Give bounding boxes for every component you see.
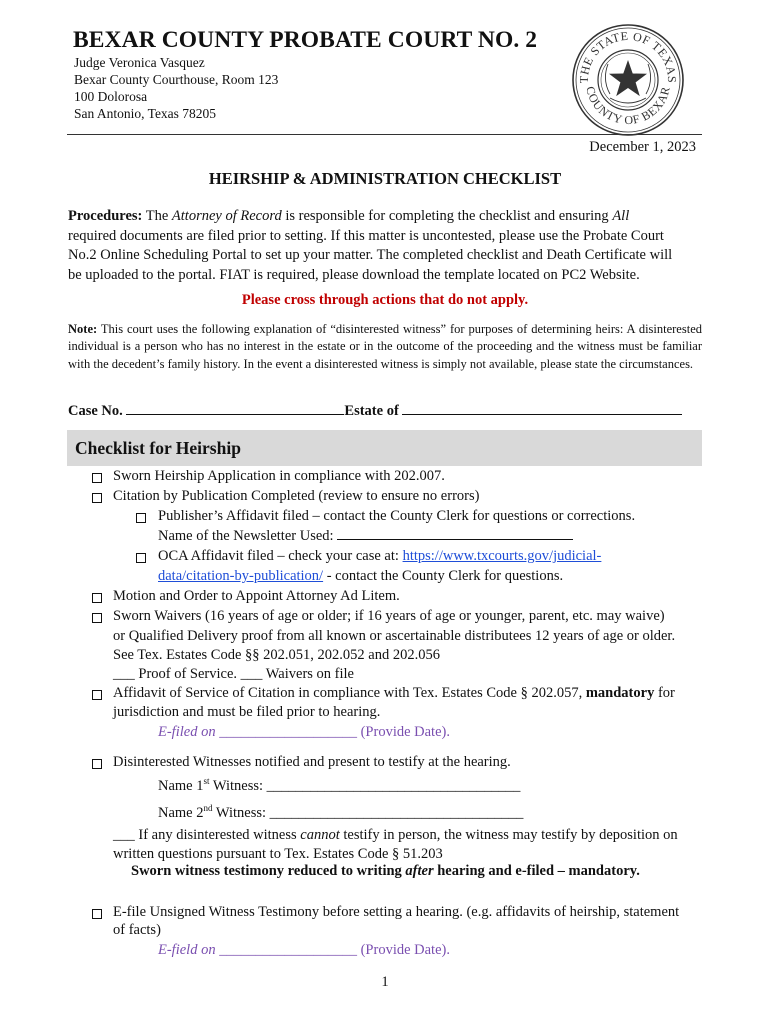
item-oca-affidavit [158,547,601,567]
item-heirship-application: Sworn Heirship Application in compliance with 202.007. [113,468,445,484]
item-citation-publication: Citation by Publication Completed (review to ensure no errors) [113,488,480,504]
deposition-text: ___ If any disinterested witness [113,827,301,843]
case-no-field[interactable] [126,402,344,415]
address-line-3: San Antonio, Texas 78205 [74,106,217,121]
witness-2-field[interactable]: Witness: ___________________________________ [212,804,524,821]
checkbox-attorney-ad-litem[interactable] [92,593,102,603]
efield-line [158,941,450,961]
checkbox-disinterested-witnesses[interactable] [92,759,102,769]
procedures-label: Procedures: [68,208,143,224]
witness-1-line [158,772,520,796]
checkbox-affidavit-service[interactable] [92,690,102,700]
cross-through-instruction: Please cross through actions that do not apply. [241,292,529,308]
note-text: This court uses the following explanation of “disinterested witness” for purposes of determining heirs: A disinterested individual is a person who has no interest in the estate or in the outcome of the proceeding and the witness must be familiar with the decedent’s family history. In the event a disinterested witness is simply not available, please state the circumstances. [68,322,702,371]
procedures-line: be uploaded to the portal. FIAT is required, please download the template located on PC2 Website. [68,266,640,283]
deposition-line [113,826,678,846]
court-title: BEXAR COUNTY PROBATE COURT NO. 2 [73,27,538,53]
judge-name: Judge Veronica Vasquez [74,55,205,70]
attorney-of-record: Attorney of Record [171,208,282,224]
item-publisher-affidavit: Publisher’s Affidavit filed – contact the County Clerk for questions or corrections. [158,508,636,524]
item-proof-of-service: ___ Proof of Service. ___ Waivers on file [113,666,354,682]
txcourts-link-cont[interactable]: data/citation-by-publication/ [158,568,324,584]
witness-1-field[interactable]: Witness: ___________________________________ [209,777,521,794]
witness-1-sup: st [203,776,210,786]
procedures-paragraph [68,207,702,285]
efiled-date-field[interactable]: ___________________ [215,724,361,740]
witness-2-sup: nd [203,803,213,813]
checkbox-oca-affidavit[interactable] [136,553,146,563]
estate-of-field[interactable] [402,402,682,415]
seal-bottom-text: COUNTY OF BEXAR [583,84,673,128]
sworn-text: Sworn witness testimony reduced to writing [131,863,406,879]
item-attorney-ad-litem: Motion and Order to Appoint Attorney Ad Litem. [113,588,400,604]
document-date: December 1, 2023 [589,139,696,155]
efield-date-field[interactable]: ___________________ [215,942,361,958]
item-efile-unsigned-line2: of facts) [113,922,161,938]
svg-text:COUNTY OF BEXAR [583,85,673,127]
oca-text: OCA Affidavit filed – check your case at: [158,548,403,564]
affidavit-efiled-line [158,723,450,743]
seal-top-text: THE STATE OF TEXAS [576,28,680,84]
oca-text-cont: - contact the County Clerk for questions. [323,568,564,584]
sworn-text-end: hearing and e-filed – mandatory. [433,863,640,879]
cannot-emphasis: cannot [300,827,340,843]
txcourts-link[interactable]: https://www.txcourts.gov/judicial- [402,548,602,564]
efield-label: E-field on [158,942,216,958]
checkbox-sworn-waivers[interactable] [92,613,102,623]
checklist-title: HEIRSHIP & ADMINISTRATION CHECKLIST [208,169,562,188]
header-divider [67,134,702,135]
checkbox-heirship-application[interactable] [92,473,102,483]
procedures-text: is responsible for completing the checklist and ensuring [281,208,613,224]
item-sworn-waivers: Sworn Waivers (16 years of age or older; if 16 years of age or younger, parent, etc. may waive) [113,608,665,624]
page-number: 1 [381,974,389,990]
newsletter-label: Name of the Newsletter Used: [158,528,338,544]
efield-provide-date: (Provide Date). [360,942,450,958]
procedures-line: required documents are filed prior to setting. If this matter is uncontested, please use the Probate Court [68,227,664,244]
item-efile-unsigned: E-file Unsigned Witness Testimony before setting a hearing. (e.g. affidavits of heirship, statement [113,904,680,920]
after-emphasis: after [405,863,434,879]
witness-1-label: Name 1 [158,777,204,794]
affidavit-text-end: for [654,685,675,701]
checkbox-citation-publication[interactable] [92,493,102,503]
item-oca-affidavit-cont [158,567,563,587]
affidavit-text: Affidavit of Service of Citation in compliance with Tex. Estates Code § 202.057, [113,685,586,701]
deposition-text-end: testify in person, the witness may testify by deposition on [339,827,678,843]
item-affidavit-service-line2: jurisdiction and must be filed prior to hearing. [113,704,381,720]
newsletter-line [158,527,573,547]
estate-of-label: Estate of [344,403,399,419]
procedures-line: No.2 Online Scheduling Portal to set up your matter. The completed checklist and Death Certificate will [68,247,673,263]
sworn-testimony-line [131,862,640,882]
checkbox-publisher-affidavit[interactable] [136,513,146,523]
seal-star-icon [609,60,647,96]
note-paragraph [68,321,702,373]
provide-date-label: (Provide Date). [360,724,450,740]
address-line-2: 100 Dolorosa [74,89,148,104]
item-affidavit-service [113,684,675,704]
item-sworn-waivers-line2: or Qualified Delivery proof from all known or ascertainable distributees 12 years of age or older. [113,628,676,644]
item-sworn-waivers-line3: See Tex. Estates Code §§ 202.051, 202.052 and 202.056 [113,647,440,663]
checkbox-efile-unsigned[interactable] [92,909,102,919]
case-line [68,402,682,420]
mandatory-emphasis: mandatory [585,685,655,701]
section-title: Checklist for Heirship [75,438,241,458]
address-line-1: Bexar County Courthouse, Room 123 [74,72,279,87]
county-seal [570,22,686,138]
witness-2-line [158,799,523,823]
deposition-line-2: written questions pursuant to Tex. Estates Code § 51.203 [113,846,443,862]
note-label: Note: [68,322,98,336]
case-no-label: Case No. [68,403,123,419]
item-disinterested-witnesses: Disinterested Witnesses notified and present to testify at the hearing. [113,754,511,770]
procedures-text: The [142,208,172,224]
efiled-label: E-filed on [158,724,216,740]
newsletter-field[interactable] [337,527,573,540]
all-emphasis: All [612,208,630,224]
witness-2-label: Name 2 [158,804,204,821]
